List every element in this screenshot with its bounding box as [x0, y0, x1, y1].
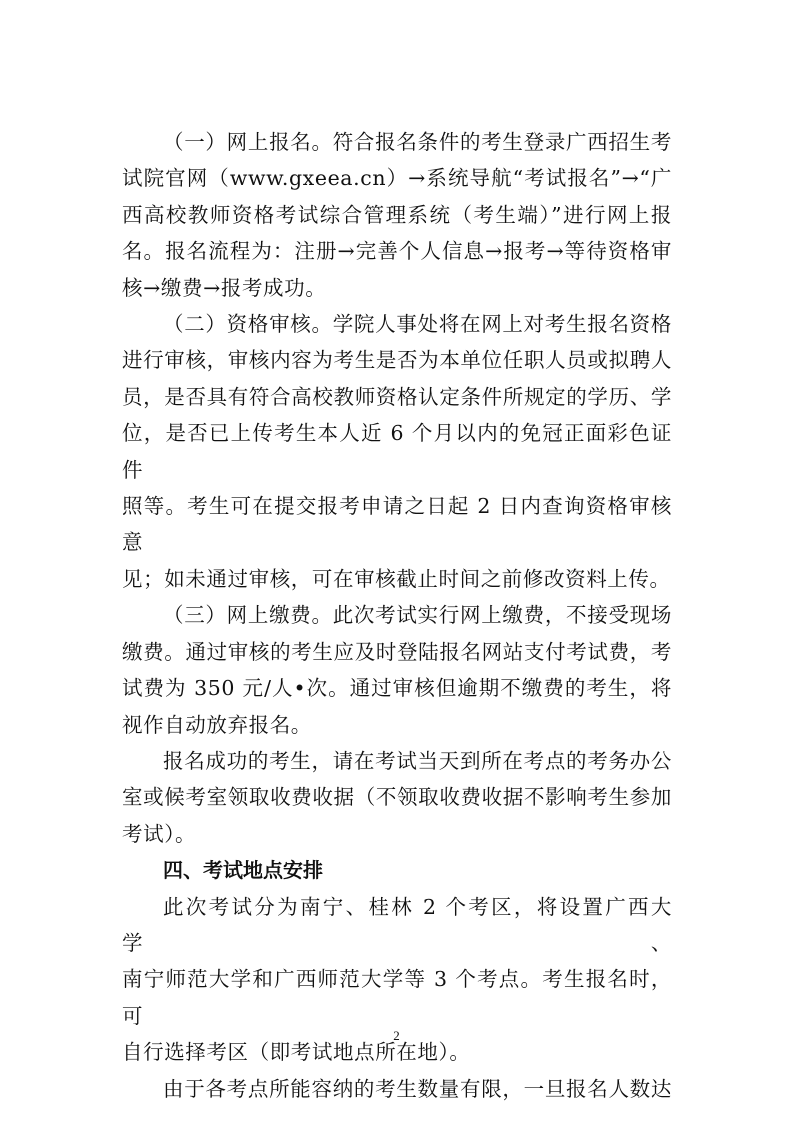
text-line: （二）资格审核。学院人事处将在网上对考生报名资格	[163, 312, 672, 337]
text-line: 位，是否已上传考生本人近 6 个月以内的免冠正面彩色证件	[122, 421, 672, 482]
text-line: 核→缴费→报考成功。	[122, 275, 327, 300]
text-line: 西高校教师资格考试综合管理系统（考生端）”进行网上报	[122, 202, 672, 227]
text-line: 考试）。	[122, 821, 197, 846]
text-line: 试费为 350 元/人•次。通过审核但逾期不缴费的考生，将	[122, 676, 672, 701]
text-line: 室或候考室领取收费收据（不领取收费收据不影响考生参加	[122, 785, 672, 810]
paragraph-online-payment	[122, 597, 672, 743]
paragraph-online-registration	[122, 124, 672, 306]
page-number: 2	[393, 1028, 400, 1043]
text-line: （三）网上缴费。此次考试实行网上缴费，不接受现场	[163, 603, 672, 628]
text-line: 报名成功的考生，请在考试当天到所在考点的考务办公	[163, 748, 672, 773]
text-line: 自行选择考区（即考试地点所在地）。	[122, 1040, 471, 1065]
text-line: 由于各考点所能容纳的考生数量有限，一旦报名人数达	[163, 1076, 672, 1101]
text-line: 员，是否具有符合高校教师资格认定条件所规定的学历、学	[122, 384, 672, 409]
paragraph-qualification-review	[122, 306, 672, 597]
text-line: （一）网上报名。符合报名条件的考生登录广西招生考	[163, 130, 672, 154]
section-heading: 四、考试地点安排	[163, 858, 323, 883]
paragraph-capacity	[122, 1071, 672, 1107]
paragraph-receipt	[122, 743, 672, 852]
text-line: 进行审核，审核内容为考生是否为本单位任职人员或拟聘人	[122, 348, 672, 373]
document-body	[122, 124, 672, 1107]
text-line: 南宁师范大学和广西师范大学等 3 个考点。考生报名时，可	[122, 967, 672, 1028]
text-line: 见；如未通过审核，可在审核截止时间之前修改资料上传。	[122, 566, 671, 591]
text-line: 视作自动放弃报名。	[122, 712, 312, 737]
text-line: 名。报名流程为：注册→完善个人信息→报考→等待资格审	[122, 239, 672, 264]
text-line: 此次考试分为南宁、桂林 2 个考区，将设置广西大学、	[122, 894, 672, 955]
text-line: 照等。考生可在提交报考申请之日起 2 日内查询资格审核意	[122, 494, 672, 555]
text-line: 缴费。通过审核的考生应及时登陆报名网站支付考试费，考	[122, 639, 672, 664]
text-line: 试院官网（www.gxeea.cn）→系统导航“考试报名”→“广	[122, 166, 672, 191]
